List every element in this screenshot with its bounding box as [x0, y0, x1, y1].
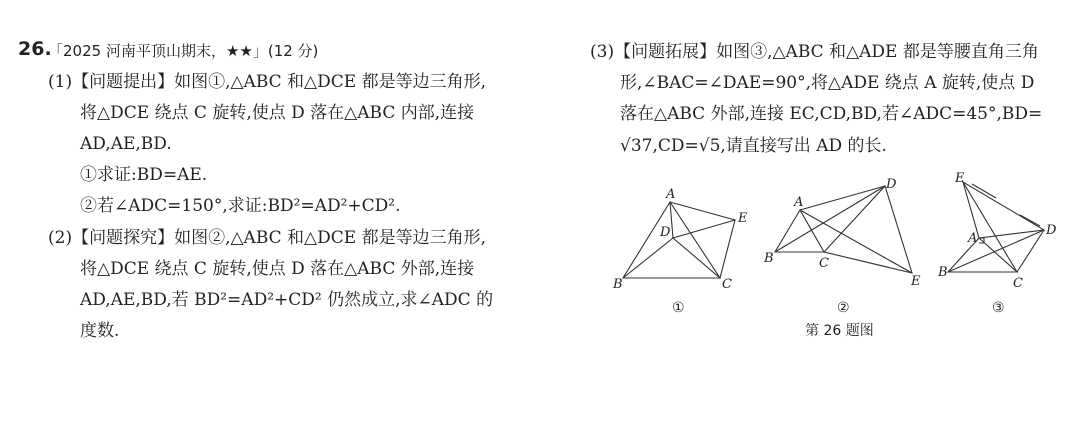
fig3-label-b: B — [938, 265, 948, 280]
figure-3 — [937, 171, 1057, 316]
fig2-triangle-abc — [775, 210, 824, 252]
fig3-extra-segment-2 — [1020, 215, 1040, 226]
fig1-segment-bd — [623, 238, 673, 278]
fig2-label-a: A — [794, 195, 804, 210]
part3-line-1: (3)【问题拓展】如图③,△ABC 和△ADE 都是等腰直角三角 — [590, 42, 1039, 62]
fig1-label-e: E — [738, 211, 748, 226]
fig3-triangle-ade — [963, 182, 1044, 238]
fig1-label-d: D — [660, 225, 671, 240]
fig2-segment-bd — [775, 186, 885, 252]
part3-line-2: 形,∠BAC=∠DAE=90°,将△ADE 绕点 A 旋转,使点 D — [620, 73, 1035, 93]
fig1-segment-ad — [670, 202, 673, 238]
figure-1 — [612, 187, 748, 316]
fig1-label-a: A — [666, 187, 676, 202]
part1-line-1: (1)【问题提出】如图①,△ABC 和△DCE 都是等边三角形, — [48, 72, 486, 92]
part3-line-3: 落在△ABC 外部,连接 EC,CD,BD,若∠ADC=45°,BD= — [620, 104, 1043, 124]
figure-2 — [763, 177, 921, 316]
part2-line-4: 度数. — [80, 321, 120, 341]
part1-line-2: 将△DCE 绕点 C 旋转,使点 D 落在△ABC 内部,连接 — [80, 103, 475, 123]
question-source: 「2025 河南平顶山期末，★★」(12 分) — [48, 42, 319, 60]
fig3-label-e: E — [955, 171, 965, 186]
fig3-label-a: A — [968, 231, 978, 246]
fig2-label-c: C — [819, 256, 829, 271]
part2-line-1: (2)【问题探究】如图②,△ABC 和△DCE 都是等边三角形, — [48, 228, 486, 248]
fig3-label-d: D — [1046, 223, 1057, 238]
figure-caption: 第 26 题图 — [805, 323, 874, 339]
figures-svg — [600, 170, 1070, 350]
fig3-caption: ③ — [992, 300, 1005, 316]
part1-line-5: ②若∠ADC=150°,求证:BD²=AD²+CD². — [80, 196, 401, 216]
fig1-label-b: B — [613, 277, 623, 292]
fig2-label-b: B — [764, 251, 774, 266]
question-number: 26. — [18, 38, 52, 60]
fig2-segment-ad — [800, 186, 885, 210]
part1-line-3: AD,AE,BD. — [80, 134, 172, 154]
fig1-triangle-dce — [673, 220, 735, 278]
part1-line-4: ①求证:BD=AE. — [80, 165, 208, 185]
part2-line-3: AD,AE,BD,若 BD²=AD²+CD² 仍然成立,求∠ADC 的 — [80, 290, 494, 310]
fig2-label-e: E — [911, 274, 921, 289]
fig3-label-c: C — [1013, 276, 1023, 291]
fig3-extra-segment-1 — [972, 184, 996, 198]
fig1-label-c: C — [722, 277, 732, 292]
fig2-caption: ② — [837, 300, 850, 316]
fig3-segment-ec — [963, 182, 1017, 272]
fig1-caption: ① — [672, 300, 685, 316]
fig2-label-d: D — [886, 177, 897, 192]
part3-line-4: √37,CD=√5,请直接写出 AD 的长. — [620, 136, 887, 156]
part2-line-2: 将△DCE 绕点 C 旋转,使点 D 落在△ABC 外部,连接 — [80, 259, 475, 279]
